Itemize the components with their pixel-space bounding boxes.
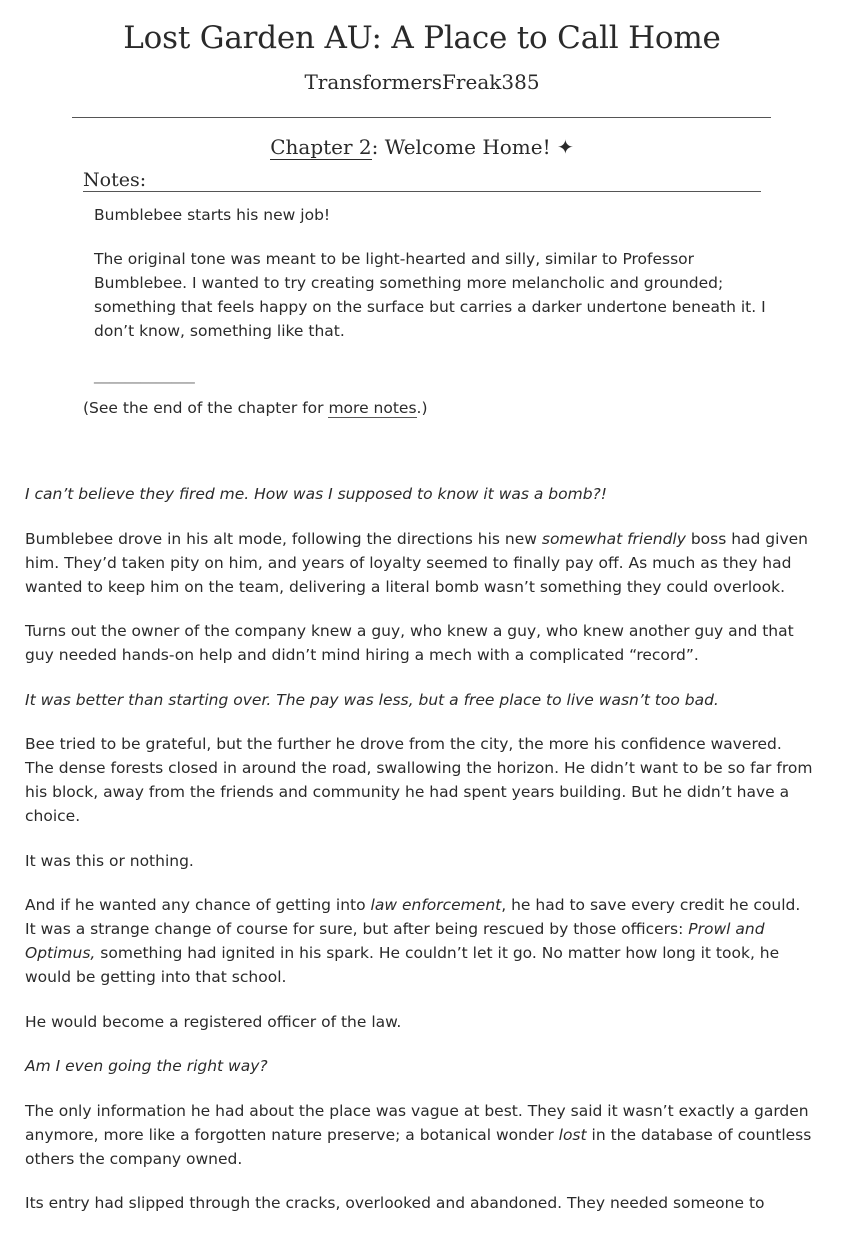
end-notes-reference: [83, 396, 428, 420]
italic-run: lost: [558, 1125, 587, 1144]
end-ref-prefix: (See the end of the chapter for: [83, 399, 329, 417]
italic-thought: I can’t believe they fired me. How was I supposed to know it was a bomb?!: [25, 485, 607, 503]
text-run: Bumblebee drove in his alt mode, following the directions his new: [25, 529, 542, 548]
text-run: something had ignited in his spark. He couldn’t let it go. No matter how long it took, he would be getting into that school.: [25, 944, 780, 986]
notes-separator: _____________: [94, 366, 195, 384]
notes-heading: Notes:: [83, 170, 761, 192]
chapter-paragraph: Its entry had slipped through the cracks, overlooked and abandoned. They needed someone to: [25, 1194, 765, 1212]
text-run: , he had to save every credit he could. It was a strange change of course for sure, but after being rescued by those officers:: [25, 896, 801, 938]
chapter-link[interactable]: Chapter 2: [270, 135, 372, 159]
author-name[interactable]: TransformersFreak385: [304, 70, 540, 94]
chapter-paragraph: [25, 1054, 815, 1078]
chapter-paragraph: It was this or nothing.: [25, 851, 194, 870]
italic-run: law enforcement: [370, 896, 502, 914]
work-title: Lost Garden AU: A Place to Call Home: [123, 20, 721, 56]
end-ref-suffix: .): [416, 399, 428, 417]
chapter-text: [25, 482, 815, 1236]
italic-thought: It was better than starting over. The pay was less, but a free place to live wasn’t too bad.: [25, 690, 719, 709]
chapter-paragraph: [25, 688, 815, 712]
more-notes-link[interactable]: more notes: [328, 399, 417, 417]
chapter-heading: [0, 135, 844, 159]
chapter-title: : Welcome Home! ✦: [371, 135, 574, 159]
italic-run: somewhat friendly: [541, 529, 686, 548]
italic-thought: Am I even going the right way?: [25, 1057, 268, 1075]
chapter-paragraph: [25, 893, 815, 989]
chapter-paragraph: Bee tried to be grateful, but the further he drove from the city, the more his confidence wavered. The dense forests closed in around the road, swallowing the horizon. He didn’t want to be so far from his block, away from the friends and community he had spent years building. But he didn’t have a choice.: [25, 735, 813, 825]
text-run: And if he wanted any chance of getting into: [25, 896, 371, 914]
chapter-paragraph: [25, 482, 815, 506]
notes-paragraph: The original tone was meant to be light-hearted and silly, similar to Professor Bumblebee. I wanted to try creating something more melancholic and grounded; something that feels happy on the surface but carries a darker undertone beneath it. I don’t know, something like that.: [94, 250, 766, 340]
chapter-paragraph: He would become a registered officer of the law.: [25, 1012, 402, 1031]
text-run: The only information he had about the place was vague at best. They said it wasn’t exactly a garden anymore, more like a forgotten nature preserve; a botanical wonder: [25, 1101, 809, 1144]
notes-paragraph: Bumblebee starts his new job!: [94, 206, 331, 224]
text-run: boss had given him. They’d taken pity on him, and years of loyalty seemed to finally pay off. As much as they had wanted to keep him on the team, delivering a literal bomb wasn’t something they could overlook.: [25, 529, 808, 596]
chapter-paragraph: Turns out the owner of the company knew a guy, who knew a guy, who knew another guy and that guy needed hands-on help and didn’t mind hiring a mech with a complicated “record”.: [25, 622, 794, 664]
chapter-paragraph: [25, 1099, 815, 1171]
notes-block: [94, 203, 774, 407]
header-divider: [72, 117, 771, 118]
chapter-paragraph: [25, 527, 815, 599]
italic-run: Prowl and Optimus,: [25, 920, 765, 962]
text-run: in the database of countless others the company owned.: [25, 1125, 812, 1168]
